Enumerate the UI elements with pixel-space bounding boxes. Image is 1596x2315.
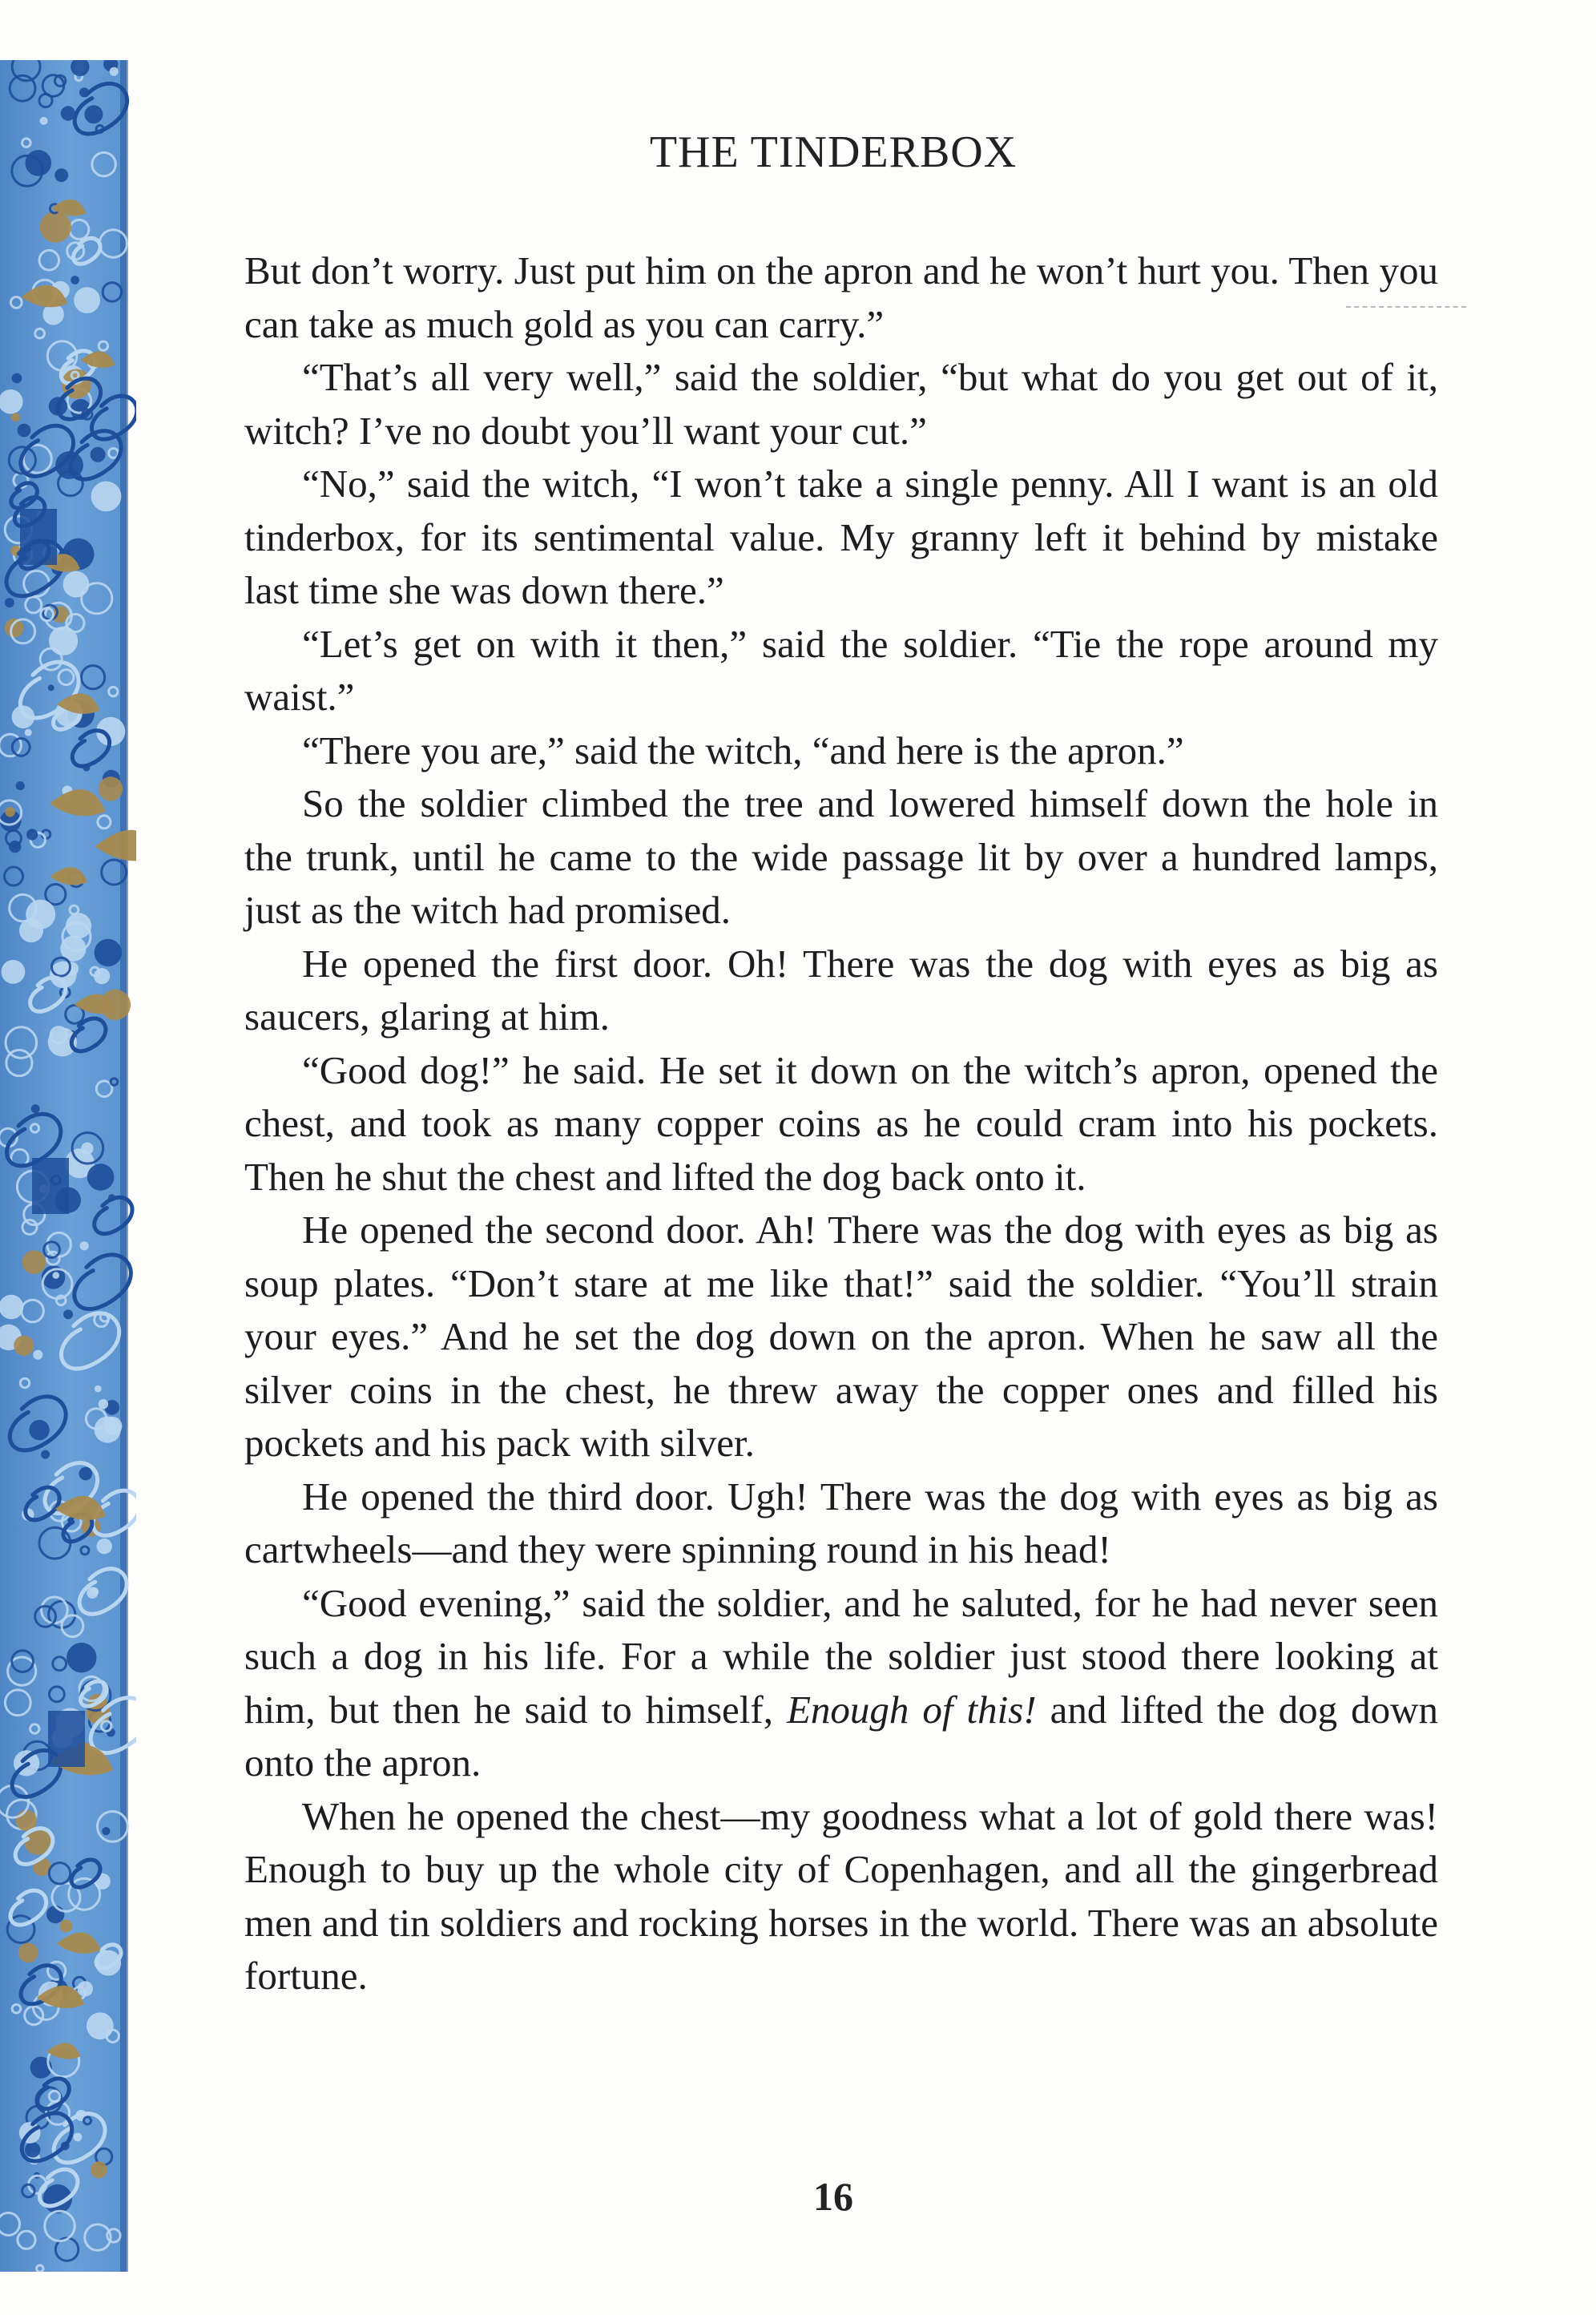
paragraph: “That’s all very well,” said the soldier, “but what do you get out of it, witch? I’ve no doubt you’ll want your cut.” [244,355,1438,453]
scan-mark [1346,306,1466,308]
decorative-border [0,60,136,2272]
swirl-pattern-icon [0,60,136,2272]
paragraph: He opened the third door. Ugh! There was the dog with eyes as big as cartwheels—and they were spinning round in his head! [244,1474,1438,1571]
paragraph: So the soldier climbed the tree and lowered himself down the hole in the trunk, until he came to the wide passage lit by over a hundred lamps, just as the witch had promised. [244,781,1438,932]
paragraph: “There you are,” said the witch, “and here is the apron.” [302,728,1184,772]
paragraph: “No,” said the witch, “I won’t take a single penny. All I want is an old tinderbox, for its sentimental value. My granny left it behind by mistake last time she was down there.” [244,462,1438,612]
paragraph-text: “Good evening,” said the soldier, and he saluted, for he had never seen such a dog in his life. For a while the soldier just stood there looking at him, but then he said to himself, [244,1580,1438,1732]
page-number: 16 [813,2174,853,2219]
paragraph: “Let’s get on with it then,” said the soldier. “Tie the rope around my waist.” [244,621,1438,719]
paragraph: “Good dog!” he said. He set it down on the witch’s apron, opened the chest, and took as many copper coins as he could cram into his pockets. Then he shut the chest and lifted the dog back onto it. [244,1047,1438,1199]
paragraph: But don’t worry. Just put him on the apron and he won’t hurt you. Then you can take as much gold as you can carry.” [244,248,1438,346]
paragraph: When he opened the chest—my goodness what a lot of gold there was! Enough to buy up the whole city of Copenhagen, and all the gingerbread men and tin soldiers and rocking horses in the world. There was an absolute fortune. [244,1793,1438,1998]
paragraph-text: and lifted the dog down onto the apron. [244,1687,1438,1785]
italic-phrase: Enough of this! [786,1687,1037,1732]
paragraph: He opened the second door. Ah! There was the dog with eyes as big as soup plates. “Don’t stare at me like that!” said the soldier. “You’ll strain your eyes.” And he set the dog down on the apron. When he saw all the silver coins in the chest, he threw away the copper ones and filled his pockets and his pack with silver. [244,1208,1438,1465]
story-text [244,244,1438,2003]
running-head: THE TINDERBOX [649,127,1018,177]
paragraph [244,1577,1438,1790]
paragraph: He opened the first door. Oh! There was the dog with eyes as big as saucers, glaring at him. [244,941,1438,1039]
